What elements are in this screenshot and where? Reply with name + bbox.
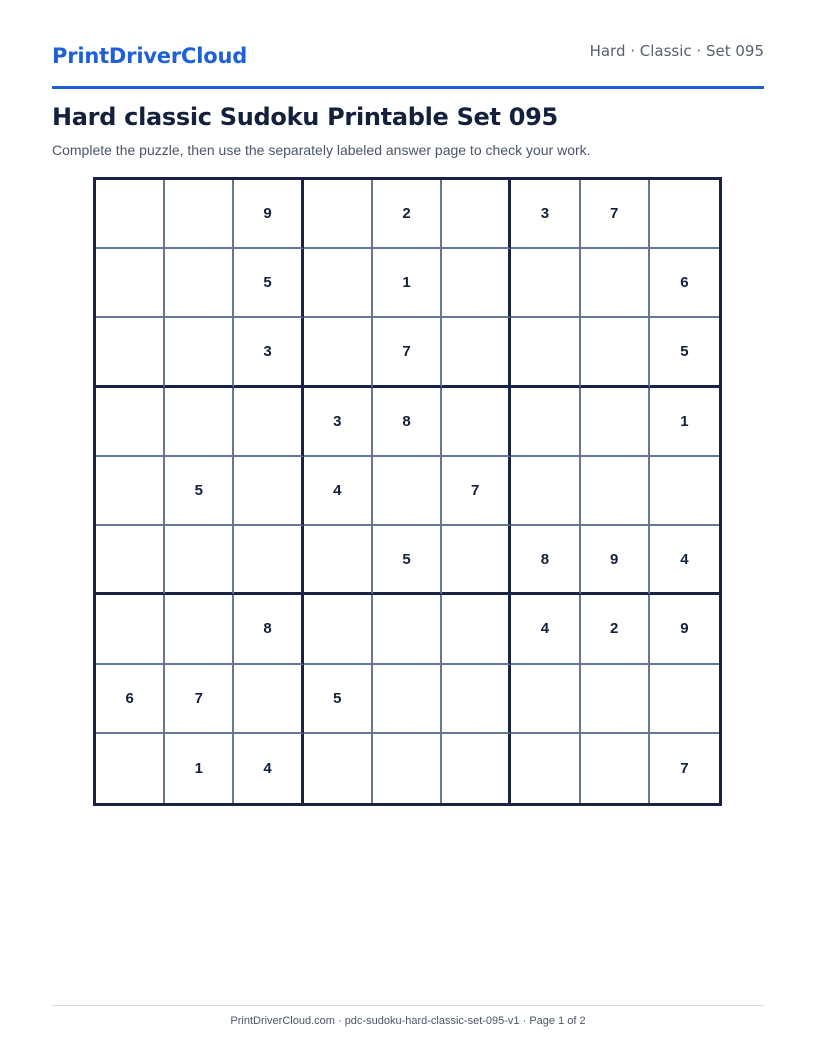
sudoku-cell[interactable] — [165, 180, 234, 249]
sudoku-cell[interactable] — [442, 665, 511, 734]
sudoku-cell: 4 — [511, 595, 580, 664]
sudoku-cell: 1 — [373, 249, 442, 318]
brand-logo: PrintDriverCloud — [52, 44, 248, 68]
sudoku-cell[interactable] — [165, 249, 234, 318]
sudoku-cell[interactable] — [581, 249, 650, 318]
sudoku-cell[interactable] — [165, 318, 234, 387]
sudoku-cell[interactable] — [650, 180, 719, 249]
sudoku-cell[interactable] — [304, 180, 373, 249]
sudoku-cell: 9 — [650, 595, 719, 664]
sudoku-cell: 8 — [234, 595, 303, 664]
sudoku-cell: 7 — [581, 180, 650, 249]
sudoku-cell[interactable] — [304, 734, 373, 803]
sudoku-cell[interactable] — [96, 318, 165, 387]
sudoku-cell[interactable] — [442, 734, 511, 803]
sudoku-cell[interactable] — [96, 734, 165, 803]
sudoku-cell[interactable] — [234, 526, 303, 595]
sudoku-cell[interactable] — [442, 318, 511, 387]
sudoku-cell[interactable] — [373, 734, 442, 803]
sudoku-cell[interactable] — [581, 457, 650, 526]
sudoku-cell[interactable] — [96, 249, 165, 318]
sudoku-cell: 7 — [165, 665, 234, 734]
sudoku-cell[interactable] — [165, 595, 234, 664]
sudoku-cell[interactable] — [442, 526, 511, 595]
sudoku-cell: 6 — [650, 249, 719, 318]
page-footer: PrintDriverCloud.com · pdc-sudoku-hard-classic-set-095-v1 · Page 1 of 2 — [52, 1005, 764, 1027]
sudoku-cell: 1 — [650, 388, 719, 457]
sudoku-cell: 2 — [373, 180, 442, 249]
sudoku-cell[interactable] — [581, 388, 650, 457]
sudoku-cell[interactable] — [165, 388, 234, 457]
sudoku-cell[interactable] — [511, 734, 580, 803]
sudoku-cell: 9 — [234, 180, 303, 249]
sudoku-cell: 1 — [165, 734, 234, 803]
sudoku-cell[interactable] — [234, 457, 303, 526]
sudoku-cell[interactable] — [96, 526, 165, 595]
sudoku-cell[interactable] — [96, 388, 165, 457]
sudoku-cell[interactable] — [234, 665, 303, 734]
sudoku-cell: 5 — [373, 526, 442, 595]
sudoku-cell[interactable] — [373, 457, 442, 526]
page-title: Hard classic Sudoku Printable Set 095 — [52, 103, 558, 131]
sudoku-cell[interactable] — [511, 249, 580, 318]
sudoku-cell: 6 — [96, 665, 165, 734]
sudoku-cell: 5 — [165, 457, 234, 526]
sudoku-cell: 7 — [373, 318, 442, 387]
sudoku-cell[interactable] — [373, 595, 442, 664]
sudoku-cell: 3 — [511, 180, 580, 249]
sudoku-cell: 5 — [304, 665, 373, 734]
sudoku-cell[interactable] — [581, 734, 650, 803]
sudoku-cell[interactable] — [581, 665, 650, 734]
sudoku-cell[interactable] — [304, 595, 373, 664]
sudoku-cell[interactable] — [96, 595, 165, 664]
sudoku-cell[interactable] — [442, 388, 511, 457]
sudoku-cell[interactable] — [96, 457, 165, 526]
sudoku-cell: 7 — [680, 759, 689, 777]
sudoku-cell[interactable] — [442, 595, 511, 664]
page-subtitle: Complete the puzzle, then use the separately labeled answer page to check your work. — [52, 142, 591, 158]
sudoku-cell[interactable] — [442, 180, 511, 249]
sudoku-cell: 4 — [650, 526, 719, 595]
sudoku-grid — [93, 177, 722, 806]
sudoku-cell: 5 — [650, 318, 719, 387]
sudoku-cell[interactable] — [165, 526, 234, 595]
sudoku-cell[interactable] — [511, 665, 580, 734]
sudoku-cell: 4 — [234, 734, 303, 803]
sudoku-cell[interactable] — [511, 457, 580, 526]
sudoku-cell: 3 — [234, 318, 303, 387]
sudoku-cell[interactable] — [304, 526, 373, 595]
sudoku-cell[interactable] — [304, 249, 373, 318]
sudoku-cell: 7 — [442, 457, 511, 526]
sudoku-cell: 3 — [304, 388, 373, 457]
page-header — [52, 40, 764, 89]
sudoku-cell[interactable] — [511, 318, 580, 387]
sudoku-cell[interactable] — [581, 318, 650, 387]
sudoku-cell[interactable] — [442, 249, 511, 318]
sudoku-cell[interactable] — [650, 665, 719, 734]
sudoku-cell: 8 — [511, 526, 580, 595]
sudoku-cell: 4 — [304, 457, 373, 526]
sudoku-cell: 5 — [234, 249, 303, 318]
puzzle-meta: Hard · Classic · Set 095 — [589, 42, 764, 60]
sudoku-cell: 2 — [581, 595, 650, 664]
sudoku-cell[interactable] — [511, 388, 580, 457]
sudoku-cell[interactable] — [304, 318, 373, 387]
sudoku-cell[interactable] — [373, 665, 442, 734]
sudoku-cell: 9 — [581, 526, 650, 595]
sudoku-cell[interactable] — [650, 457, 719, 526]
sudoku-cell[interactable] — [234, 388, 303, 457]
sudoku-cell: 8 — [373, 388, 442, 457]
sudoku-cell[interactable] — [96, 180, 165, 249]
